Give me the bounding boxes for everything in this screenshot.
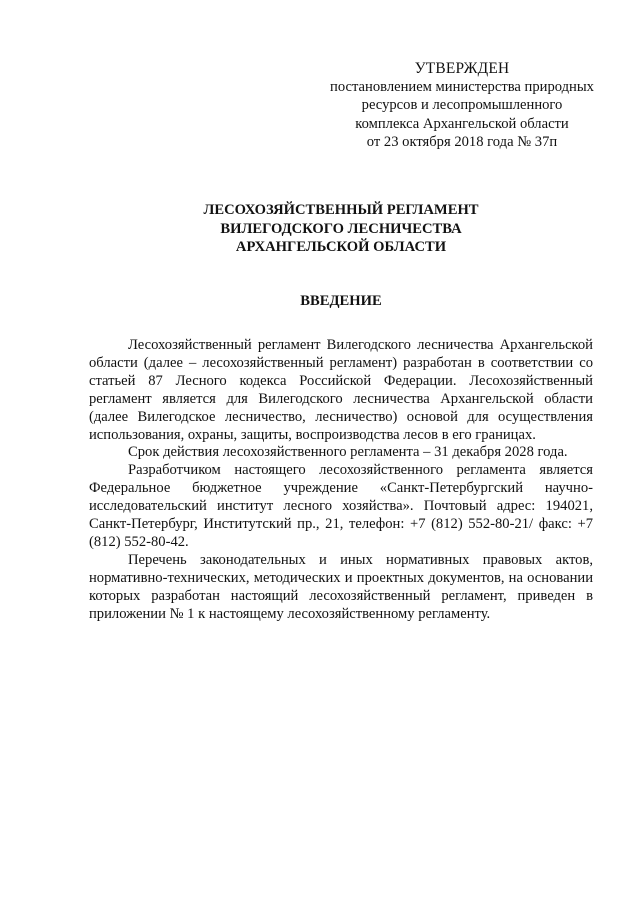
paragraph-validity: Срок действия лесохозяйственного регламента – 31 декабря 2028 года. bbox=[128, 444, 568, 461]
body-text bbox=[89, 337, 593, 624]
approval-line: комплекса Архангельской области bbox=[355, 115, 569, 132]
approval-line: постановлением министерства природных bbox=[330, 79, 594, 96]
paragraph-intro: Лесохозяйственный регламент Вилегодского лесничества Архангельской области (далее – лесохозяйственный регламент) разработан в соответствии со статьей 87 Лесного кодекса Российской Федерации. Лесохозяйственный регламент является для Вилегодского лесничества Архангельской области (далее Вилегодское лесничество, лесничество) основой для осуществления использования, охраны, защиты, воспроизводства лесов в его границах. bbox=[89, 337, 593, 443]
approval-line: ресурсов и лесопромышленного bbox=[361, 97, 563, 114]
section-heading: ВВЕДЕНИЕ bbox=[300, 293, 382, 309]
approval-stamp bbox=[322, 60, 602, 151]
regulation-title-line: ВИЛЕГОДСКОГО ЛЕСНИЧЕСТВА bbox=[220, 220, 462, 237]
regulation-title bbox=[90, 201, 592, 257]
paragraph-legal-basis: Перечень законодательных и иных нормативных правовых актов, нормативно-технических, методических и проектных документов, на основании которых разработан настоящий лесохозяйственный регламент, приведен в приложении № 1 к настоящему лесохозяйственному регламенту. bbox=[89, 551, 593, 622]
regulation-title-line: АРХАНГЕЛЬСКОЙ ОБЛАСТИ bbox=[235, 239, 447, 255]
approval-date-line: от 23 октября 2018 года № 37п bbox=[366, 133, 558, 150]
paragraph-developer: Разработчиком настоящего лесохозяйственного регламента является Федеральное бюджетное учреждение «Санкт-Петербургский научно-исследовательский институт лесного хозяйства». Почтовый адрес: 194021, Санкт-Петербург, Институтский пр., 21, телефон: +7 (812) 552-80-21/ факс: +7 (812) 552-80-42. bbox=[89, 462, 593, 550]
regulation-title-line: ЛЕСОХОЗЯЙСТВЕННЫЙ РЕГЛАМЕНТ bbox=[203, 202, 479, 218]
approval-title: УТВЕРЖДЕН bbox=[414, 60, 510, 77]
